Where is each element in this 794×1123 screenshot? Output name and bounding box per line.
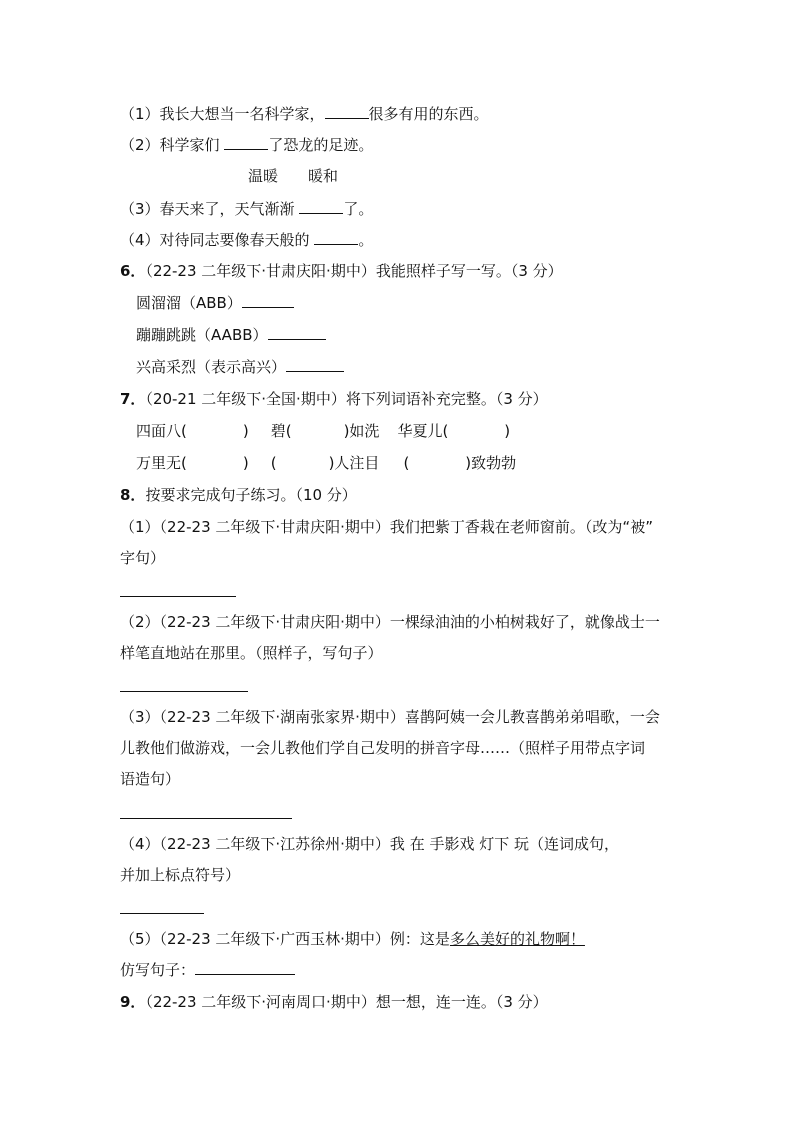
imitate-label: 仿写句子： [120,961,196,979]
idiom-part: )人注目 [328,454,380,472]
q6-heading [120,261,563,281]
example-word: 兴高采烈（表示高兴） [136,358,287,376]
answer-line[interactable] [120,691,248,692]
fill-blank[interactable] [242,293,294,308]
idiom-part: ) [504,422,511,440]
idiom-part: )致勃勃 [465,454,517,472]
question-number: 9． [120,993,146,1011]
idiom-part: 四面八( [136,422,187,440]
q5-item-2-text-end: 了恐龙的足迹。 [268,136,374,154]
q8-sub-1-text-cont: 字句） [120,549,166,567]
q5-item-2-text: （2）科学家们 [120,136,225,154]
q6-example-1 [136,293,294,313]
question-number: 6． [120,262,146,280]
q5-item-4-text-end: 。 [358,231,374,249]
q5-item-4 [120,230,373,250]
q6-example-2 [136,325,326,345]
example-word: 圆溜溜（ABB） [136,294,242,312]
question-number: 8． [120,486,146,504]
idiom-part: ) [242,422,249,440]
q5-item-4-text: （4）对待同志要像春天般的 [120,231,315,249]
q8-sub-5-imitate [120,960,295,980]
fill-blank[interactable] [325,104,369,119]
q5-word-options [248,166,338,186]
question-text: 按要求完成句子练习。（10 分） [145,486,357,504]
idiom-part: ) [242,454,249,472]
q8-sub-2-text: （2）（22-23 二年级下·甘肃庆阳·期中）一棵绿油油的小柏树栽好了，就像战士一 [120,613,660,631]
fill-blank[interactable] [195,960,295,975]
q8-sub-4-text-cont: 并加上标点符号） [120,866,241,884]
question-number: 7． [120,390,146,408]
idiom-part: ( [270,454,277,472]
q5-item-3-text-end: 了。 [343,200,374,218]
q8-sub-3-text-cont-2: 语造句） [120,770,181,788]
q5-item-1-text: （1）我长大想当一名科学家， [120,105,325,123]
idiom-part: 华夏儿( [397,422,449,440]
q5-item-3 [120,199,373,219]
q8-sub-3-text-cont: 儿教他们做游戏，一会儿教他们学自己发明的拼音字母……（照样子用带点字词 [120,739,646,757]
question-text: （20-21 二年级下·全国·期中）将下列词语补充完整。（3 分） [145,390,548,408]
q5-item-1 [120,104,489,124]
question-text: （22-23 二年级下·河南周口·期中）想一想，连一连。（3 分） [145,993,548,1011]
fill-blank[interactable] [286,357,344,372]
q5-item-3-text: （3）春天来了，天气渐渐 [120,200,300,218]
q8-sub-1-text: （1）（22-23 二年级下·甘肃庆阳·期中）我们把紫丁香栽在老师窗前。（改为“被” [120,518,653,536]
word-option-b: 暖和 [308,167,339,185]
q7-row-1 [136,421,510,441]
fill-blank[interactable] [314,230,358,245]
q8-sub-2-text-cont: 样笔直地站在那里。（照样子，写句子） [120,644,383,662]
word-option-a: 温暖 [248,167,279,185]
fill-blank[interactable] [224,135,268,150]
idiom-part: )如洗 [343,422,380,440]
q5-item-2 [120,135,373,155]
q8-sub-3-text: （3）（22-23 二年级下·湖南张家界·期中）喜鹊阿姨一会儿教喜鹊弟弟唱歌，一会 [120,708,660,726]
idiom-part: ( [403,454,410,472]
q6-example-3 [136,357,344,377]
answer-line[interactable] [120,818,292,819]
example-word: 蹦蹦跳跳（AABB） [136,326,268,344]
q8-sub-5-text: （5）（22-23 二年级下·广西玉林·期中）例：这是 [120,930,450,948]
q7-heading [120,389,548,409]
q8-heading [120,485,357,505]
idiom-part: 碧( [270,422,292,440]
example-sentence: 多么美好的礼物啊！ [449,930,585,948]
q9-heading [120,992,548,1012]
question-text: （22-23 二年级下·甘肃庆阳·期中）我能照样子写一写。（3 分） [145,262,563,280]
answer-line[interactable] [120,596,236,597]
answer-line[interactable] [120,913,204,914]
fill-blank[interactable] [299,199,343,214]
q8-sub-5 [120,929,585,949]
q7-row-2 [136,453,516,473]
idiom-part: 万里无( [136,454,187,472]
fill-blank[interactable] [268,325,326,340]
q8-sub-4-text: （4）（22-23 二年级下·江苏徐州·期中）我 在 手影戏 灯下 玩（连词成句， [120,835,620,853]
q5-item-1-text-end: 很多有用的东西。 [368,105,489,123]
